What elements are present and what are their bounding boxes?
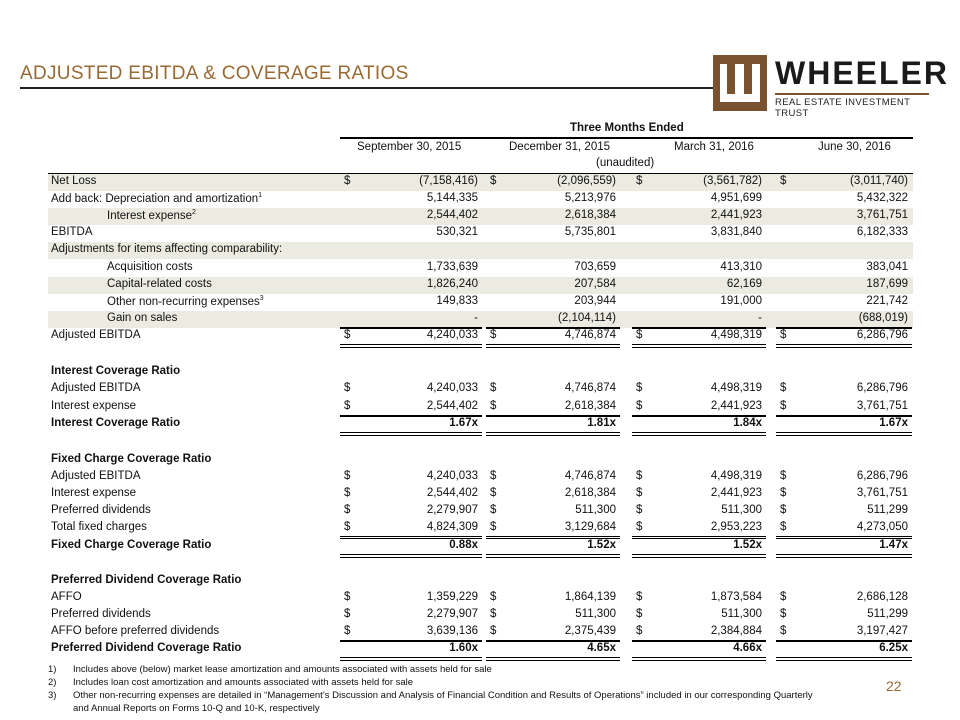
dollar-sign: $	[780, 504, 787, 516]
table-row	[48, 503, 913, 520]
table-row	[48, 573, 913, 590]
cell-top-rule	[632, 416, 766, 417]
cell-value: 6,286,796	[856, 470, 908, 482]
cell-value: 187,699	[866, 278, 908, 290]
cell-value: 0.88x	[449, 539, 478, 551]
cell-value: 4,273,050	[856, 521, 908, 533]
cell-underline	[776, 344, 912, 345]
unaudited-note: (unaudited)	[596, 157, 655, 169]
row-label: Other non-recurring expenses$^3$	[107, 295, 264, 308]
cell-double-underline	[340, 435, 482, 436]
dollar-sign: $	[344, 625, 351, 637]
cell-value: 1.84x	[733, 417, 762, 429]
cell-top-rule	[486, 416, 620, 417]
dollar-sign: $	[344, 504, 351, 516]
table-row	[48, 277, 913, 294]
cell-double-underline	[486, 557, 620, 558]
cell-double-underline	[632, 435, 766, 436]
wheeler-logo	[713, 55, 949, 119]
cell-underline	[486, 657, 620, 658]
row-label: Interest expense	[51, 400, 137, 412]
row-label: Interest expense	[51, 487, 137, 499]
cell-underline	[632, 344, 766, 345]
cell-underline	[776, 432, 912, 433]
cell-value: 203,944	[574, 295, 616, 307]
cell-double-underline	[486, 435, 620, 436]
dollar-sign: $	[344, 521, 351, 533]
dollar-sign: $	[490, 400, 497, 412]
cell-value: 4,498,319	[710, 382, 762, 394]
cell-value: 4,240,033	[426, 329, 478, 341]
title-divider	[20, 87, 722, 89]
cell-value: 207,584	[574, 278, 616, 290]
row-label: Interest Coverage Ratio	[51, 365, 181, 377]
table-row	[48, 590, 913, 607]
cell-value: 6,286,796	[856, 382, 908, 394]
cell-underline	[632, 554, 766, 555]
logo-wordmark: WHEELER	[775, 55, 949, 91]
table-row	[48, 381, 913, 398]
cell-value: 2,441,923	[710, 487, 762, 499]
cell-value: (7,158,416)	[419, 175, 478, 187]
table-row	[48, 469, 913, 486]
row-label: Preferred dividends	[51, 504, 151, 516]
cell-value: 1,864,139	[564, 591, 616, 603]
cell-value: 4,240,033	[426, 382, 478, 394]
row-label: Acquisition costs	[107, 261, 193, 273]
cell-value: 1.67x	[449, 417, 478, 429]
cell-value: 62,169	[726, 278, 762, 290]
cell-value: 2,441,923	[710, 400, 762, 412]
logo-mark-icon	[713, 55, 767, 111]
row-label: Adjusted EBITDA	[51, 382, 141, 394]
table-row	[48, 260, 913, 277]
dollar-sign: $	[780, 175, 787, 187]
cell-double-underline	[776, 435, 912, 436]
table-row	[48, 520, 913, 537]
dollar-sign: $	[780, 591, 787, 603]
cell-underline	[486, 536, 620, 537]
row-label: Add back: Depreciation and amortization$^1$	[51, 192, 263, 205]
dollar-sign: $	[344, 591, 351, 603]
cell-underline	[486, 344, 620, 345]
row-label: Interest expense$^2$	[107, 209, 196, 222]
row-label: EBITDA	[51, 226, 93, 238]
row-label: Adjusted EBITDA	[51, 329, 141, 341]
dollar-sign: $	[636, 521, 643, 533]
cell-value: 511,299	[867, 608, 908, 620]
dollar-sign: $	[344, 470, 351, 482]
table-row	[48, 364, 913, 381]
cell-top-rule	[776, 328, 912, 329]
dollar-sign: $	[780, 400, 787, 412]
cell-double-underline	[340, 347, 482, 348]
cell-top-rule	[486, 641, 620, 642]
dollar-sign: $	[636, 329, 643, 341]
cell-value: 1,873,584	[710, 591, 762, 603]
table-row	[48, 452, 913, 469]
cell-value: 4,951,699	[710, 192, 762, 204]
cell-value: 149,833	[436, 295, 478, 307]
column-header-sep-2015: September 30, 2015	[357, 141, 462, 153]
cell-value: 4,498,319	[710, 329, 762, 341]
cell-underline	[340, 554, 482, 555]
cell-value: 530,321	[436, 226, 478, 238]
dollar-sign: $	[636, 175, 643, 187]
dollar-sign: $	[490, 521, 497, 533]
dollar-sign: $	[636, 382, 643, 394]
cell-value: -	[758, 312, 762, 324]
cell-double-underline	[486, 347, 620, 348]
dollar-sign: $	[780, 470, 787, 482]
dollar-sign: $	[490, 487, 497, 499]
dollar-sign: $	[636, 400, 643, 412]
cell-double-underline	[776, 660, 912, 661]
cell-value: 2,384,884	[710, 625, 762, 637]
cell-top-rule	[776, 538, 912, 539]
row-label: Net Loss	[51, 175, 97, 187]
dollar-sign: $	[344, 608, 351, 620]
row-label: AFFO before preferred dividends	[51, 625, 220, 637]
cell-value: 3,761,751	[856, 400, 908, 412]
logo-subtitle: REAL ESTATE INVESTMENT TRUST	[775, 97, 911, 119]
table-row	[48, 311, 913, 328]
table-row	[48, 641, 913, 658]
table-row	[48, 607, 913, 624]
cell-value: 5,144,335	[426, 192, 478, 204]
cell-value: 6,182,333	[856, 226, 908, 238]
cell-value: 3,761,751	[856, 209, 908, 221]
table-row	[48, 416, 913, 433]
row-label: Interest Coverage Ratio	[51, 417, 181, 429]
cell-value: 2,544,402	[426, 400, 478, 412]
table-row	[48, 486, 913, 503]
cell-double-underline	[340, 660, 482, 661]
cell-top-rule	[340, 328, 482, 329]
cell-underline	[632, 432, 766, 433]
dollar-sign: $	[780, 608, 787, 620]
row-label: Preferred Dividend Coverage Ratio	[51, 574, 242, 586]
dollar-sign: $	[344, 329, 351, 341]
cell-top-rule	[632, 538, 766, 539]
cell-top-rule	[340, 416, 482, 417]
cell-value: 703,659	[574, 261, 616, 273]
dollar-sign: $	[490, 382, 497, 394]
cell-value: 4,746,874	[564, 329, 616, 341]
cell-double-underline	[632, 347, 766, 348]
cell-value: (3,011,740)	[850, 175, 908, 187]
dollar-sign: $	[636, 591, 643, 603]
dollar-sign: $	[490, 608, 497, 620]
cell-value: -	[474, 312, 478, 324]
table-row	[48, 538, 913, 555]
cell-value: 3,831,840	[710, 226, 762, 238]
table-row	[48, 624, 913, 641]
row-label: Capital-related costs	[107, 278, 212, 290]
row-label: Fixed Charge Coverage Ratio	[51, 539, 212, 551]
cell-value: 2,279,907	[426, 504, 478, 516]
cell-value: 511,300	[575, 504, 616, 516]
cell-top-rule	[776, 641, 912, 642]
cell-underline	[776, 554, 912, 555]
dollar-sign: $	[636, 608, 643, 620]
header-rule	[340, 137, 913, 139]
cell-value: 5,432,322	[856, 192, 908, 204]
cell-value: 1.81x	[587, 417, 616, 429]
cell-underline	[340, 344, 482, 345]
cell-value: 511,299	[867, 504, 908, 516]
row-label: Preferred dividends	[51, 608, 151, 620]
cell-value: 6,286,796	[856, 329, 908, 341]
cell-value: 413,310	[720, 261, 762, 273]
dollar-sign: $	[490, 329, 497, 341]
column-header-mar-2016: March 31, 2016	[674, 141, 754, 153]
logo-divider	[775, 93, 929, 95]
cell-value: 3,639,136	[426, 625, 478, 637]
cell-underline	[486, 554, 620, 555]
cell-value: 5,213,976	[564, 192, 616, 204]
dollar-sign: $	[344, 400, 351, 412]
dollar-sign: $	[636, 625, 643, 637]
cell-top-rule	[340, 538, 482, 539]
row-label: Total fixed charges	[51, 521, 147, 533]
cell-double-underline	[632, 660, 766, 661]
dollar-sign: $	[490, 470, 497, 482]
cell-value: (688,019)	[858, 312, 908, 324]
cell-value: 2,686,128	[856, 591, 908, 603]
cell-value: 1,826,240	[426, 278, 478, 290]
cell-value: 4.66x	[733, 642, 762, 654]
cell-value: 2,544,402	[426, 209, 478, 221]
dollar-sign: $	[344, 382, 351, 394]
cell-value: (2,104,114)	[558, 312, 616, 324]
table-row	[48, 328, 913, 345]
cell-double-underline	[776, 347, 912, 348]
cell-value: 383,041	[866, 261, 908, 273]
cell-value: 2,618,384	[564, 209, 616, 221]
cell-value: 4,498,319	[710, 470, 762, 482]
cell-value: 1,733,639	[426, 261, 478, 273]
cell-underline	[340, 536, 482, 537]
cell-value: 3,129,684	[564, 521, 616, 533]
period-header: Three Months Ended	[570, 122, 684, 134]
cell-underline	[632, 657, 766, 658]
row-label: Preferred Dividend Coverage Ratio	[51, 642, 242, 654]
cell-value: 511,300	[721, 504, 762, 516]
cell-value: 1.52x	[587, 539, 616, 551]
cell-underline	[776, 536, 912, 537]
cell-value: 221,742	[866, 295, 908, 307]
cell-value: 2,279,907	[426, 608, 478, 620]
cell-underline	[776, 657, 912, 658]
cell-double-underline	[486, 660, 620, 661]
cell-value: 511,300	[575, 608, 616, 620]
row-label: Adjusted EBITDA	[51, 470, 141, 482]
cell-top-rule	[776, 416, 912, 417]
cell-value: 1,359,229	[426, 591, 478, 603]
table-row	[48, 399, 913, 416]
cell-top-rule	[340, 641, 482, 642]
column-header-jun-2016: June 30, 2016	[818, 141, 891, 153]
cell-value: 3,197,427	[856, 625, 908, 637]
table-row	[48, 242, 913, 259]
row-label: AFFO	[51, 591, 82, 603]
dollar-sign: $	[490, 625, 497, 637]
cell-value: 4,746,874	[564, 470, 616, 482]
dollar-sign: $	[490, 504, 497, 516]
cell-value: 1.60x	[449, 642, 478, 654]
cell-value: 5,735,801	[564, 226, 616, 238]
cell-double-underline	[340, 557, 482, 558]
cell-value: 2,375,439	[564, 625, 616, 637]
cell-top-rule	[486, 538, 620, 539]
cell-underline	[486, 432, 620, 433]
dollar-sign: $	[490, 591, 497, 603]
dollar-sign: $	[636, 504, 643, 516]
cell-top-rule	[632, 641, 766, 642]
cell-value: (2,096,559)	[557, 175, 616, 187]
cell-value: 4,824,309	[426, 521, 478, 533]
cell-top-rule	[632, 328, 766, 329]
cell-value: 6.25x	[879, 642, 908, 654]
cell-underline	[340, 657, 482, 658]
dollar-sign: $	[780, 625, 787, 637]
page-title: ADJUSTED EBITDA & COVERAGE RATIOS	[20, 63, 409, 84]
row-label: Gain on sales	[107, 312, 178, 324]
cell-value: 3,761,751	[856, 487, 908, 499]
cell-value: 4,746,874	[564, 382, 616, 394]
cell-value: 2,441,923	[710, 209, 762, 221]
row-label: Fixed Charge Coverage Ratio	[51, 453, 212, 465]
dollar-sign: $	[344, 175, 351, 187]
cell-value: 2,618,384	[564, 400, 616, 412]
cell-value: 2,953,223	[710, 521, 762, 533]
cell-top-rule	[486, 328, 620, 329]
table-row	[48, 208, 913, 225]
table-row	[48, 174, 913, 191]
dollar-sign: $	[780, 487, 787, 499]
cell-double-underline	[776, 557, 912, 558]
dollar-sign: $	[636, 487, 643, 499]
column-header-dec-2015: December 31, 2015	[509, 141, 611, 153]
row-label: Adjustments for items affecting comparability:	[51, 243, 283, 255]
cell-underline	[340, 432, 482, 433]
cell-value: 1.67x	[879, 417, 908, 429]
dollar-sign: $	[490, 175, 497, 187]
cell-double-underline	[632, 557, 766, 558]
cell-underline	[632, 536, 766, 537]
cell-value: 191,000	[720, 295, 762, 307]
cell-value: 2,618,384	[564, 487, 616, 499]
cell-value: (3,561,782)	[703, 175, 762, 187]
page-number: 22	[886, 678, 902, 694]
cell-value: 2,544,402	[426, 487, 478, 499]
table-row	[48, 294, 913, 311]
dollar-sign: $	[780, 329, 787, 341]
dollar-sign: $	[780, 382, 787, 394]
cell-value: 4,240,033	[426, 470, 478, 482]
dollar-sign: $	[780, 521, 787, 533]
table-row	[48, 191, 913, 208]
dollar-sign: $	[344, 487, 351, 499]
cell-value: 511,300	[721, 608, 762, 620]
cell-value: 1.47x	[879, 539, 908, 551]
cell-value: 4.65x	[587, 642, 616, 654]
cell-value: 1.52x	[733, 539, 762, 551]
table-row	[48, 225, 913, 242]
dollar-sign: $	[636, 470, 643, 482]
